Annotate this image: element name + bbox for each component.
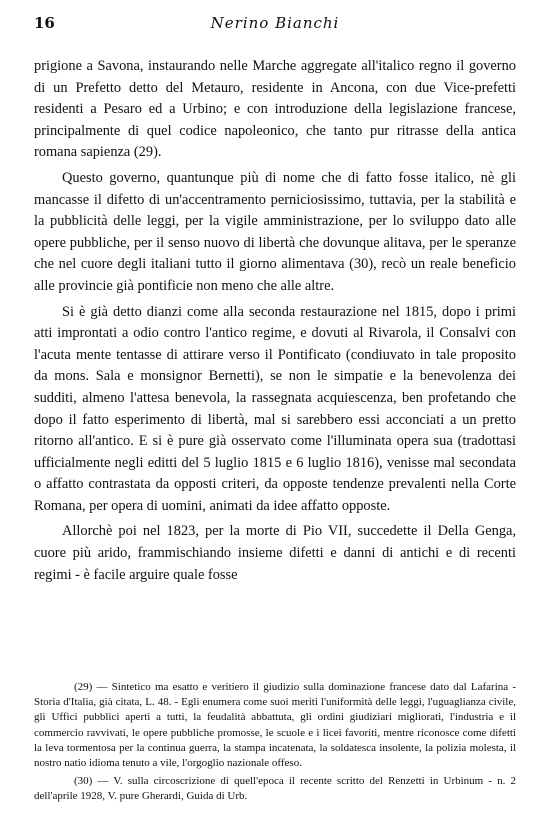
page-number: 16 bbox=[34, 14, 55, 32]
footnotes bbox=[34, 680, 516, 808]
running-head: Nerino Bianchi bbox=[210, 14, 340, 32]
paragraph-3: Si è già detto dianzi come alla seconda restaurazione nel 1815, dopo i primi atti improntati a odio contro l'antico regime, e dovuti al Rivarola, il Consalvi con l'acuta mente tentasse di attirare verso il Pontificato (condiuvato in tale proposito da mons. Sala e monsignor Bernetti), se non le simpatie e la benevolenza dei sudditi, almeno l'attesa benevola, la rassegnata acquiescenza, ben profetando che dopo il fatto esperimento di libertà, mal si sarebbero essi acconciati a un pretto ritorno all'antico. E si è pure già osservato come l'illuminata opera sua (tradottasi ufficialmente negli editti del 5 luglio 1815 e 6 luglio 1816), venisse mal secondata o affatto contrastata da opposti criteri, da opposte tendenze prevalenti nella Corte Romana, per opera di uomini, animati da idee affatto opposte. bbox=[34, 303, 516, 514]
paragraph-4: Allorchè poi nel 1823, per la morte di Pio VII, succedette il Della Genga, cuore più arido, frammischiando insieme difetti e danni di antichi e di recenti regimi - è facile arguire quale fosse bbox=[34, 523, 516, 583]
footnote-29: (29) — Sintetico ma esatto e veritiero il giudizio sulla dominazione francese dato dal Lafarina - Storia d'Italia, già citata, L. 48. - Egli enumera come suoi meriti l'uniformità delle leggi, l'uguaglianza civile, gli Uffici pubblici aperti a tutti, la feudalità abbattuta, gli ordini giudiziari migliorati, l'industria e il commercio ravvivati, le opere pubbliche promosse, le scuole e i licei favoriti, mentre riconosce come difetti la leva tormentosa per la continua guerra, la stampa incatenata, la soldatesca insolente, la polizia molesta, il nostro natio idioma tenuto a vile, l'orgoglio nazionale offeso. bbox=[34, 681, 516, 770]
footnote-30: (30) — V. sulla circoscrizione di quell'epoca il recente scritto del Renzetti in Urbinum - n. 2 dell'aprile 1928, V. pure Gherardi, Guida di Urb. bbox=[34, 775, 516, 803]
body-text bbox=[34, 56, 516, 590]
paragraph-1: prigione a Savona, instaurando nelle Marche aggregate all'italico regno il governo di un Prefetto detto del Metauro, residente in Ancona, con due Vice-prefetti residenti a Pesaro ed a Urbino; e con introduzione della legislazione francese, principalmente di quel codice napoleonico, che tanto pur ritrasse della antica romana sapienza (29). bbox=[34, 58, 516, 161]
page-header bbox=[34, 14, 516, 36]
paragraph-2: Questo governo, quantunque più di nome che di fatto fosse italico, nè gli mancasse il difetto di un'accentramento perniciosissimo, tuttavia, per la stabilità e la pubblicità delle leggi, per la vigile amministrazione, per lo sviluppo dato alle opere pubbliche, per il senso nuovo di libertà che dovunque alitava, per le speranze che nel cuore degli italiani tutto il giorno alimentava (30), recò un reale beneficio alle provincie già pontificie non meno che alle altre. bbox=[34, 169, 516, 294]
